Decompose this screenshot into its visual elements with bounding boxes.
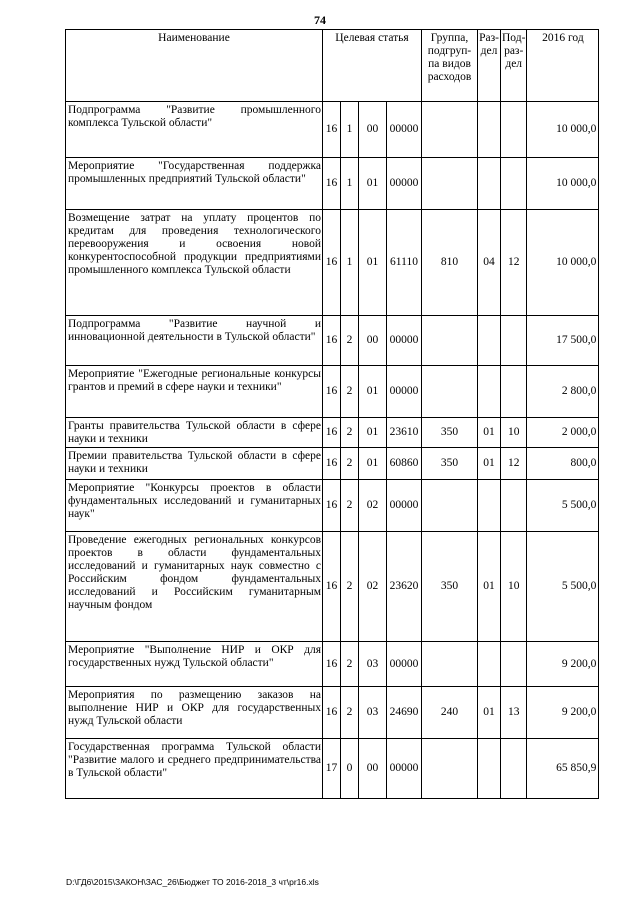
expense-group: 240 <box>422 687 478 739</box>
section-code: 01 <box>478 418 501 448</box>
row-name: Государственная программа Тульской области "Развитие малого и среднего предпринимательства в Тульской области" <box>66 739 323 799</box>
amount-2016: 9 200,0 <box>527 642 599 687</box>
table-row <box>66 158 599 210</box>
file-path-footer: D:\ГД6\2015\ЗАКОН\ЗАС_26\Бюджет ТО 2016-2018_3 чт\pr16.xls <box>66 877 319 887</box>
subsection-code: 12 <box>501 448 527 480</box>
target-code-subprogram: 2 <box>341 448 359 480</box>
target-code-direction: 23620 <box>387 532 422 642</box>
row-name: Гранты правительства Тульской области в сфере науки и техники <box>66 418 323 448</box>
target-code-activity: 00 <box>359 316 387 366</box>
section-code <box>478 102 501 158</box>
target-code-program: 16 <box>323 366 341 418</box>
section-code <box>478 642 501 687</box>
subsection-code <box>501 642 527 687</box>
expense-group <box>422 642 478 687</box>
section-code <box>478 158 501 210</box>
target-code-direction: 00000 <box>387 642 422 687</box>
subsection-code <box>501 316 527 366</box>
target-code-direction: 00000 <box>387 366 422 418</box>
target-code-program: 16 <box>323 532 341 642</box>
section-code <box>478 366 501 418</box>
target-code-subprogram: 2 <box>341 687 359 739</box>
row-name: Возмещение затрат на уплату процентов по кредитам для проведения технологического перевооружения и освоения новой конкурентоспособной продукции предприятиями промышленного комплекса Тульской области <box>66 210 323 316</box>
budget-table <box>65 29 599 799</box>
amount-2016: 10 000,0 <box>527 158 599 210</box>
amount-2016: 10 000,0 <box>527 102 599 158</box>
table-row <box>66 739 599 799</box>
target-code-activity: 01 <box>359 210 387 316</box>
target-code-direction: 00000 <box>387 158 422 210</box>
section-code: 01 <box>478 448 501 480</box>
table-row <box>66 366 599 418</box>
target-code-direction: 00000 <box>387 102 422 158</box>
target-code-program: 16 <box>323 210 341 316</box>
target-code-subprogram: 2 <box>341 642 359 687</box>
target-code-activity: 03 <box>359 687 387 739</box>
table-row <box>66 642 599 687</box>
header-subsection: Под-раз-дел <box>501 30 527 102</box>
table-row <box>66 316 599 366</box>
target-code-direction: 24690 <box>387 687 422 739</box>
amount-2016: 10 000,0 <box>527 210 599 316</box>
row-name: Мероприятие "Государственная поддержка промышленных предприятий Тульской области" <box>66 158 323 210</box>
target-code-subprogram: 1 <box>341 210 359 316</box>
target-code-subprogram: 2 <box>341 366 359 418</box>
row-name: Мероприятие "Ежегодные региональные конкурсы грантов и премий в сфере науки и техники" <box>66 366 323 418</box>
target-code-activity: 01 <box>359 418 387 448</box>
target-code-subprogram: 2 <box>341 480 359 532</box>
amount-2016: 2 800,0 <box>527 366 599 418</box>
table-row <box>66 532 599 642</box>
page-number: 74 <box>314 13 326 27</box>
section-code <box>478 316 501 366</box>
amount-2016: 17 500,0 <box>527 316 599 366</box>
target-code-direction: 00000 <box>387 480 422 532</box>
row-name: Премии правительства Тульской области в сфере науки и техники <box>66 448 323 480</box>
target-code-activity: 00 <box>359 739 387 799</box>
header-row <box>66 30 599 102</box>
expense-group <box>422 158 478 210</box>
target-code-direction: 60860 <box>387 448 422 480</box>
target-code-program: 16 <box>323 687 341 739</box>
target-code-program: 16 <box>323 102 341 158</box>
expense-group <box>422 739 478 799</box>
section-code <box>478 739 501 799</box>
target-code-subprogram: 1 <box>341 102 359 158</box>
target-code-program: 16 <box>323 316 341 366</box>
row-name: Подпрограмма "Развитие научной и инновационной деятельности в Тульской области" <box>66 316 323 366</box>
header-name: Наименование <box>66 30 323 102</box>
header-expense-group: Группа, подгруп-па видов расходов <box>422 30 478 102</box>
row-name: Подпрограмма "Развитие промышленного комплекса Тульской области" <box>66 102 323 158</box>
expense-group <box>422 366 478 418</box>
row-name: Проведение ежегодных региональных конкурсов проектов в области фундаментальных исследований и гуманитарных наук совместно с Российским фондом фундаментальных исследований и Российским гуманитарным научным фондом <box>66 532 323 642</box>
table-row <box>66 210 599 316</box>
target-code-direction: 00000 <box>387 739 422 799</box>
expense-group: 350 <box>422 532 478 642</box>
table-body <box>66 102 599 799</box>
subsection-code <box>501 480 527 532</box>
amount-2016: 9 200,0 <box>527 687 599 739</box>
target-code-activity: 03 <box>359 642 387 687</box>
subsection-code <box>501 739 527 799</box>
row-name: Мероприятие "Конкурсы проектов в области фундаментальных исследований и гуманитарных наук" <box>66 480 323 532</box>
amount-2016: 2 000,0 <box>527 418 599 448</box>
row-name: Мероприятия по размещению заказов на выполнение НИР и ОКР для государственных нужд Тульской области <box>66 687 323 739</box>
expense-group: 350 <box>422 418 478 448</box>
target-code-activity: 01 <box>359 448 387 480</box>
table-row <box>66 480 599 532</box>
target-code-direction: 61110 <box>387 210 422 316</box>
target-code-program: 16 <box>323 418 341 448</box>
subsection-code: 13 <box>501 687 527 739</box>
expense-group <box>422 316 478 366</box>
amount-2016: 5 500,0 <box>527 480 599 532</box>
row-name: Мероприятие "Выполнение НИР и ОКР для государственных нужд Тульской области" <box>66 642 323 687</box>
target-code-program: 16 <box>323 158 341 210</box>
target-code-subprogram: 2 <box>341 418 359 448</box>
section-code <box>478 480 501 532</box>
target-code-activity: 01 <box>359 366 387 418</box>
table-row <box>66 102 599 158</box>
subsection-code <box>501 158 527 210</box>
expense-group <box>422 480 478 532</box>
section-code: 01 <box>478 532 501 642</box>
subsection-code: 12 <box>501 210 527 316</box>
expense-group <box>422 102 478 158</box>
amount-2016: 800,0 <box>527 448 599 480</box>
target-code-subprogram: 2 <box>341 316 359 366</box>
target-code-direction: 00000 <box>387 316 422 366</box>
target-code-program: 16 <box>323 448 341 480</box>
header-section: Раз-дел <box>478 30 501 102</box>
target-code-program: 16 <box>323 480 341 532</box>
target-code-activity: 02 <box>359 532 387 642</box>
subsection-code: 10 <box>501 532 527 642</box>
table-row <box>66 418 599 448</box>
target-code-activity: 01 <box>359 158 387 210</box>
header-target-article: Целевая статья <box>323 30 422 102</box>
target-code-subprogram: 2 <box>341 532 359 642</box>
target-code-activity: 00 <box>359 102 387 158</box>
subsection-code: 10 <box>501 418 527 448</box>
expense-group: 350 <box>422 448 478 480</box>
target-code-subprogram: 0 <box>341 739 359 799</box>
amount-2016: 65 850,9 <box>527 739 599 799</box>
target-code-program: 16 <box>323 642 341 687</box>
subsection-code <box>501 102 527 158</box>
section-code: 01 <box>478 687 501 739</box>
table-row <box>66 687 599 739</box>
subsection-code <box>501 366 527 418</box>
target-code-activity: 02 <box>359 480 387 532</box>
target-code-program: 17 <box>323 739 341 799</box>
target-code-direction: 23610 <box>387 418 422 448</box>
table-row <box>66 448 599 480</box>
amount-2016: 5 500,0 <box>527 532 599 642</box>
expense-group: 810 <box>422 210 478 316</box>
target-code-subprogram: 1 <box>341 158 359 210</box>
header-year-2016: 2016 год <box>527 30 599 102</box>
section-code: 04 <box>478 210 501 316</box>
